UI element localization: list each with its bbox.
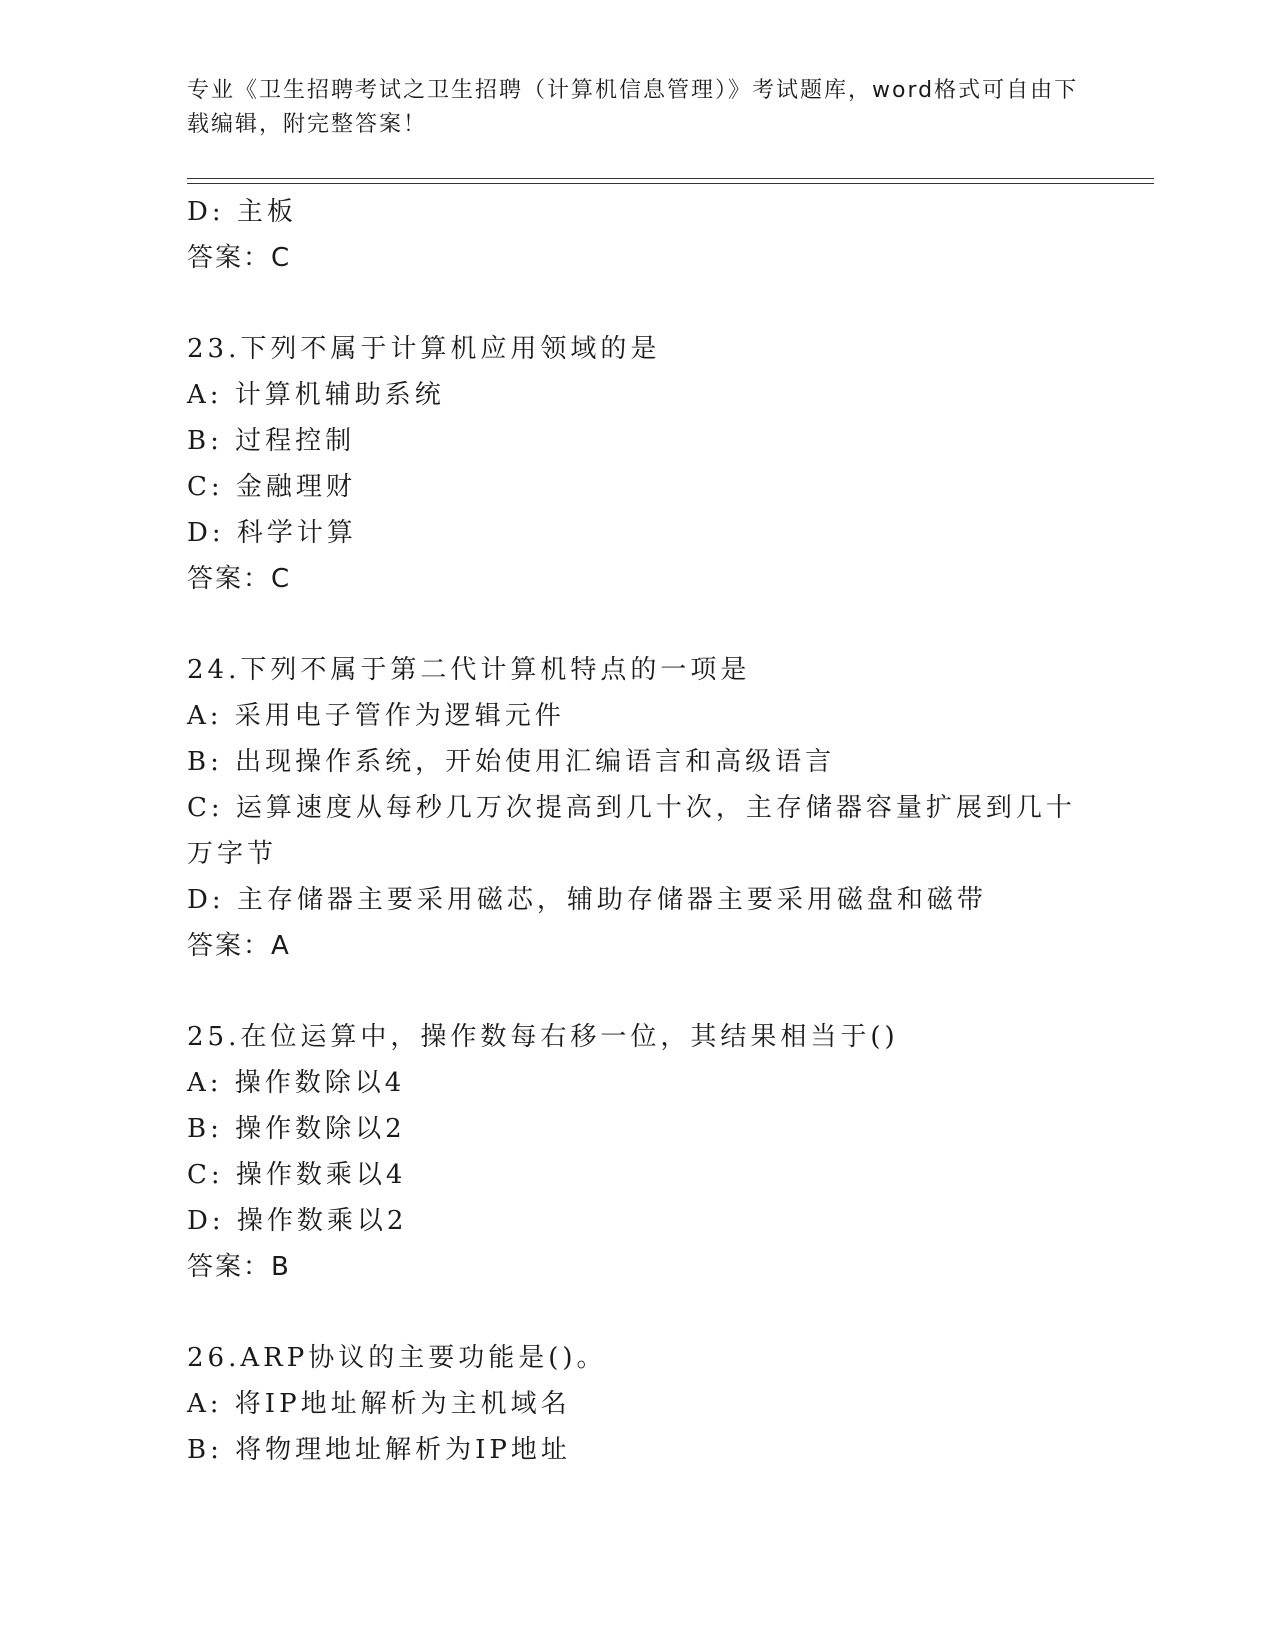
option-a: A: 将IP地址解析为主机域名 <box>187 1389 571 1419</box>
header-rule-bottom <box>187 183 1154 184</box>
option-c: C: 金融理财 <box>187 472 356 502</box>
question-stem: 23.下列不属于计算机应用领域的是 <box>187 334 661 364</box>
question-23 <box>187 326 1087 602</box>
question-list <box>187 189 1087 1473</box>
question-22-tail <box>187 189 1087 281</box>
option-c: C: 操作数乘以4 <box>187 1160 407 1190</box>
option-a: A: 操作数除以4 <box>187 1068 406 1098</box>
question-25 <box>187 1014 1087 1290</box>
option-d: D: 操作数乘以2 <box>187 1206 408 1236</box>
answer: 答案：B <box>187 1252 291 1282</box>
answer: 答案：C <box>187 243 292 273</box>
option-a: A: 采用电子管作为逻辑元件 <box>187 701 565 731</box>
option-b: B: 将物理地址解析为IP地址 <box>187 1435 571 1465</box>
question-26 <box>187 1335 1087 1473</box>
answer: 答案：A <box>187 931 291 961</box>
question-stem: 26.ARP协议的主要功能是()。 <box>187 1343 607 1373</box>
option-d: D: 主存储器主要采用磁芯，辅助存储器主要采用磁盘和磁带 <box>187 885 987 915</box>
question-stem: 25.在位运算中，操作数每右移一位，其结果相当于() <box>187 1022 899 1052</box>
header-rule-top <box>187 178 1154 179</box>
option-c: C: 运算速度从每秒几万次提高到几十次，主存储器容量扩展到几十万字节 <box>187 793 1076 869</box>
option-b: B: 操作数除以2 <box>187 1114 406 1144</box>
option-d: D: 主板 <box>187 197 297 227</box>
option-b: B: 过程控制 <box>187 426 356 456</box>
option-d: D: 科学计算 <box>187 518 357 548</box>
question-stem: 24.下列不属于第二代计算机特点的一项是 <box>187 655 751 685</box>
option-b: B: 出现操作系统，开始使用汇编语言和高级语言 <box>187 747 836 777</box>
document-header: 专业《卫生招聘考试之卫生招聘（计算机信息管理）》考试题库，word格式可自由下载编辑，附完整答案！ <box>187 78 1079 137</box>
question-24 <box>187 647 1087 969</box>
answer: 答案：C <box>187 564 292 594</box>
option-a: A: 计算机辅助系统 <box>187 380 445 410</box>
